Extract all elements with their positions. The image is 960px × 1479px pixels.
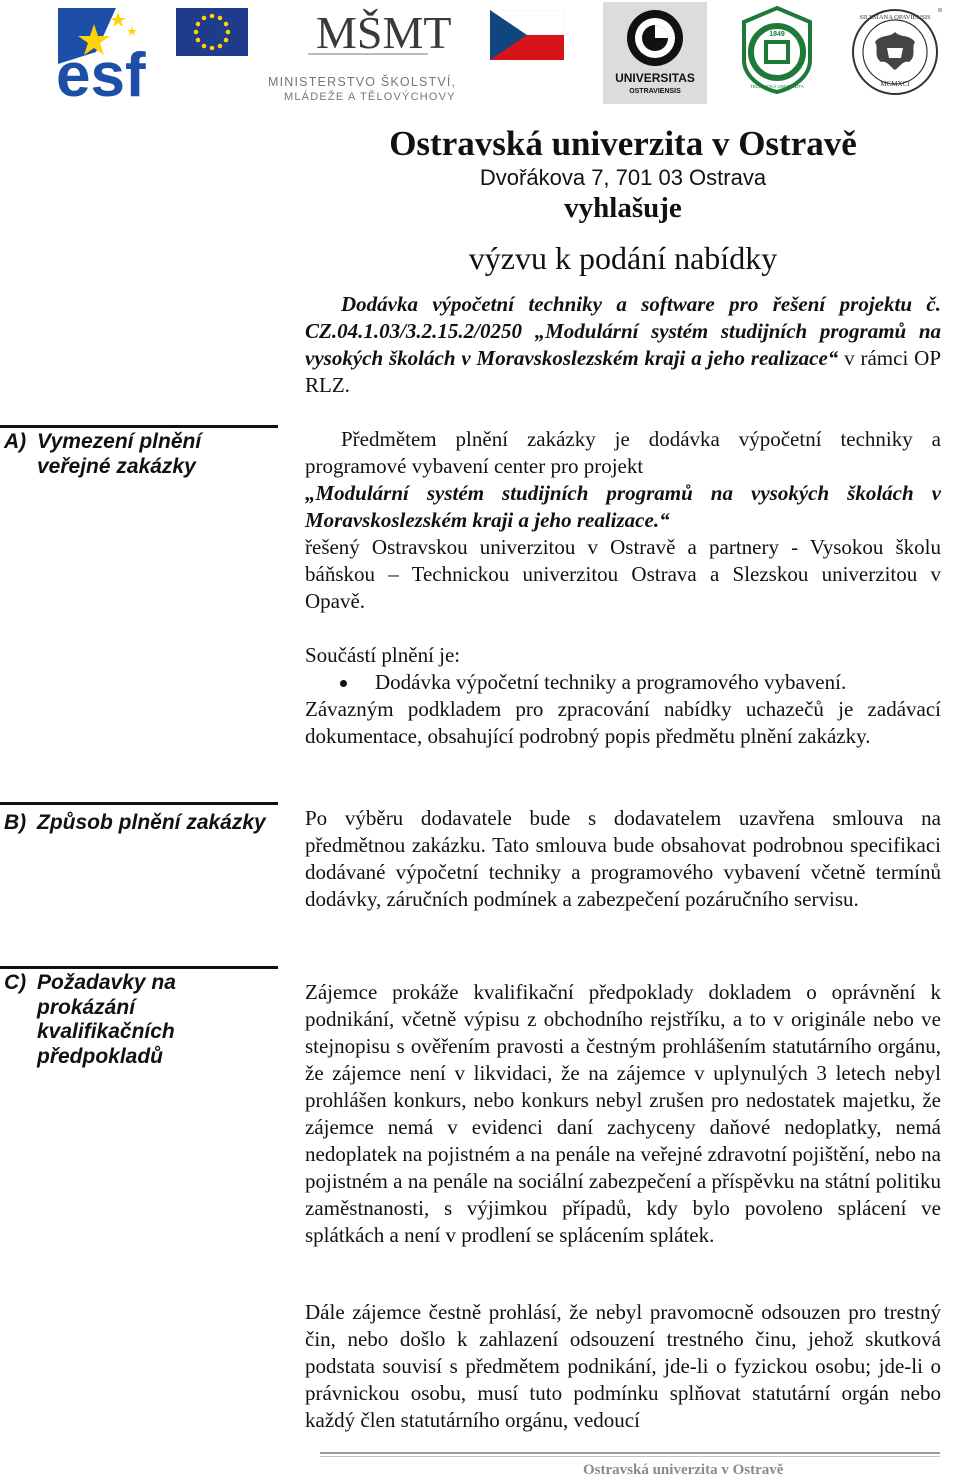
slu-ring-text: SILESIANA OPAVIENSIS — [859, 14, 931, 21]
section-b-label: B) — [4, 811, 27, 834]
ou-line2: OSTRAVIENSIS — [629, 88, 681, 95]
section-c-paragraph-2: Dále zájemce čestně prohlásí, že nebyl pravomocně odsouzen pro trestný čin, nebo došlo k zahlazení odsouzení trestného činu, jehož skutková podstata souvisí s předmětem podnikání, jde-li o fyzickou osobu; jde-li o právnickou osobu, musí tuto podmínku splňovat statutární orgán nebo každý člen statutárního orgánu, vedoucí — [305, 1300, 941, 1432]
announces-heading: vyhlašuje — [564, 192, 682, 224]
footer-rule — [320, 1452, 940, 1454]
section-a-subject-text: Předmětem plnění zakázky je dodávka výpočetní techniky a programové vybavení center pro projekt — [305, 427, 941, 478]
section-c-label: C) — [4, 971, 27, 994]
slu-seal-graphic — [851, 8, 939, 96]
section-c-rule — [0, 966, 278, 969]
section-a-label: A) — [4, 430, 27, 453]
footer-university-name: Ostravská univerzita v Ostravě — [583, 1462, 784, 1478]
tender-subject — [305, 291, 941, 399]
czech-flag-graphic — [490, 10, 564, 60]
footer-rule-secondary — [320, 1456, 940, 1457]
section-c-title: Požadavky na prokázání kvalifikačních předpokladů — [37, 971, 176, 1068]
section-a-parts — [305, 642, 941, 750]
section-a-subject-paragraph — [305, 426, 941, 615]
esf-wordmark: esf — [56, 41, 146, 100]
university-address: Dvořákova 7, 701 03 Ostrava — [479, 165, 767, 190]
section-a-bullet-item — [305, 669, 941, 696]
university-title: Ostravská univerzita v Ostravě — [389, 124, 857, 163]
silesian-university-seal — [851, 8, 939, 96]
msmt-logo — [268, 4, 468, 104]
section-b-heading — [4, 811, 276, 836]
section-a-heading — [4, 430, 276, 479]
slu-year: MCMXCI — [880, 80, 910, 88]
czech-flag — [490, 10, 564, 60]
bullet-icon — [340, 680, 347, 687]
vsb-logo-graphic — [738, 4, 816, 94]
section-b-paragraph: Po výběru dodavatele bude s dodavatelem uzavřena smlouva na předmětnou zakázku. Tato smlouva bude obsahovat podrobnou specifikaci dodávané výpočetní techniky a programového vybavení včetně termínů dodávky, záručních podmínek a zabezpečení pozáručního servisu. — [305, 806, 941, 911]
universitas-ostraviensis-logo — [603, 2, 707, 104]
corner-mark — [938, 8, 942, 12]
ou-logo-graphic — [603, 2, 707, 104]
section-a-documentation-text: Závazným podkladem pro zpracování nabídky uchazečů je zadávací dokumentace, obsahující podrobný popis předmětu plnění zakázky. — [305, 697, 941, 748]
section-a-project-title: „Modulární systém studijních programů na vysokých školách v Moravskoslezském kraji a jeho realizace.“ — [305, 481, 941, 532]
section-a-partners-text: řešený Ostravskou univerzitou v Ostravě a partnery - Vysokou školu báňskou – Technickou univerzitou Ostrava a Slezskou univerzitou v Opavě. — [305, 535, 941, 613]
section-b-rule — [0, 802, 278, 805]
msmt-line1: MINISTERSTVO ŠKOLSTVÍ, — [268, 75, 457, 89]
vsb-ring-text: TECHNICKÁ UNIVERZITA — [750, 84, 804, 89]
section-b-title: Způsob plnění zakázky — [37, 811, 266, 834]
msmt-monogram: MŠMT — [316, 7, 452, 58]
section-a-parts-intro: Součástí plnění je: — [305, 643, 461, 667]
vsb-tu-logo — [738, 4, 816, 94]
call-title: výzvu k podání nabídky — [468, 240, 778, 276]
esf-logo-graphic — [56, 6, 248, 100]
section-c-paragraph-1: Zájemce prokáže kvalifikační předpoklady dokladem o oprávnění k podnikání, včetně výpisu z obchodního rejstříku, a to v originále nebo ve stejnopisu s ověřením pravosti a čestným prohlášením statutárního orgánu, že zájemce není v likvidaci, že na zájemce v uplynulých 3 letech nebyl prohlášen konkurs, nebo konkurs nebyl zrušen pro nedostatek majetku, že zájemce nemá v evidenci daní zachyceny daňové nedoplatky, nemá nedoplatek na pojistném a na penále na veřejné zdravotní pojištění, nebo na pojistném a na penále na sociální zabezpečení a příspěvku na státní politiku zaměstnanosti, s výjimkou případů, kdy bylo povoleno splácení ve splátkách a není v prodlení se splácením splátek. — [305, 980, 941, 1247]
msmt-logo-graphic — [268, 4, 468, 104]
section-c-heading — [4, 971, 276, 1069]
ou-line1: UNIVERSITAS — [615, 71, 695, 85]
section-a-rule — [0, 425, 278, 428]
msmt-line2: MLÁDEŽE A TĚLOVÝCHOVY — [284, 91, 456, 103]
section-a-bullet-text: Dodávka výpočetní techniky a programového vybavení. — [375, 670, 847, 694]
esf-eu-logo — [56, 6, 248, 100]
tender-subject-title: Dodávka výpočetní techniky a software pro řešení projektu č. CZ.04.1.03/3.2.15.2/0250 „Modulární systém studijních programů na vysokých školách v Moravskoslezském kraji a jeho realizace“ — [305, 292, 941, 370]
tender-subject-program: v rámci OP RLZ. — [305, 346, 941, 397]
section-a-title: Vymezení plnění veřejné zakázky — [37, 430, 202, 478]
vsb-year: 1849 — [769, 31, 785, 38]
